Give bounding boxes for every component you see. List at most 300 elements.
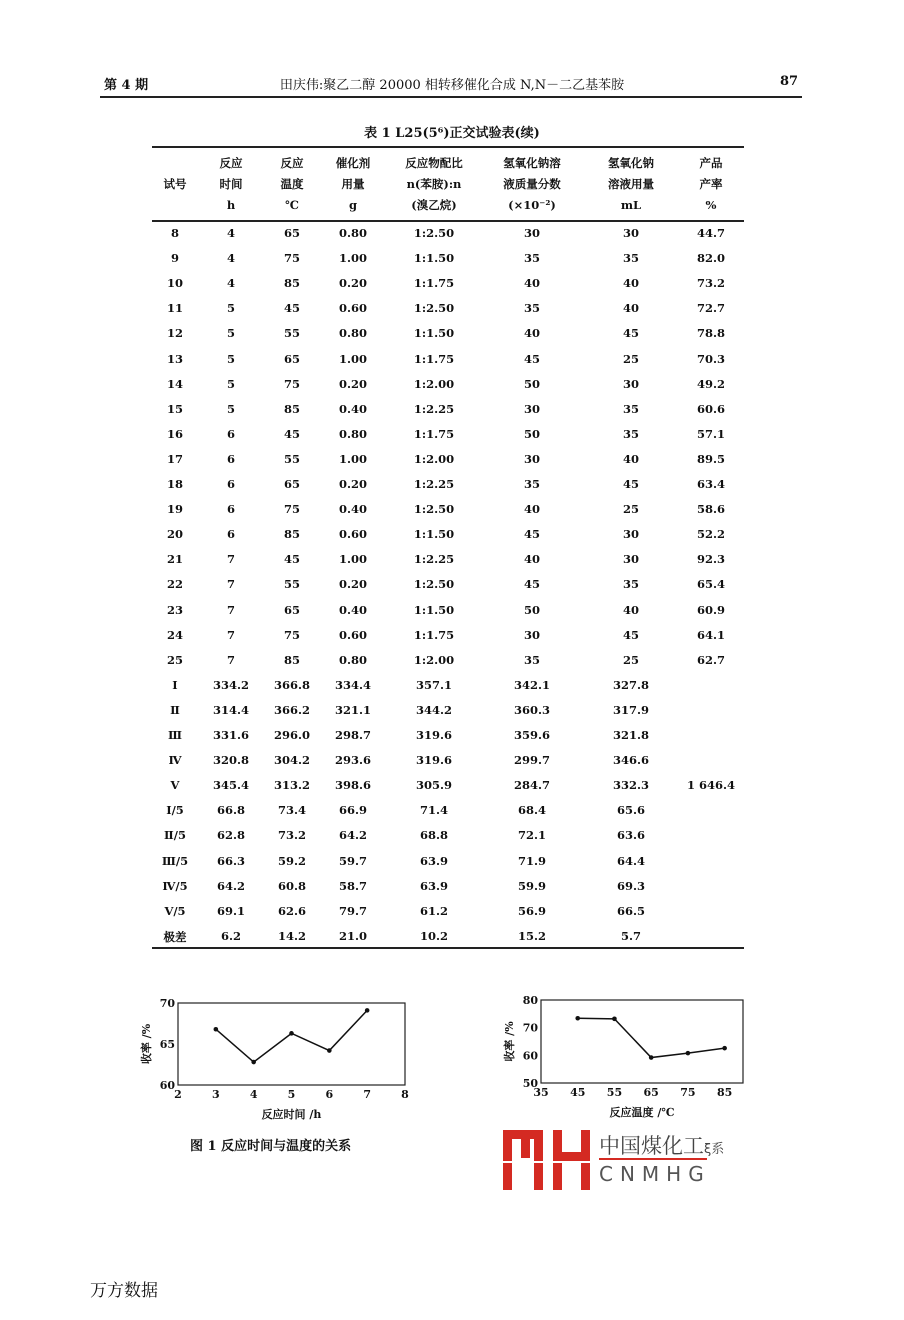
table-cell: 321.1 — [334, 702, 372, 717]
column-header: 氢氧化钠溶 — [503, 156, 561, 170]
table-cell: 1.00 — [338, 351, 368, 366]
column-header: 产品 — [699, 156, 723, 170]
table-cell: 35 — [523, 251, 541, 266]
table-cell: 75 — [283, 251, 301, 266]
table-cell: 66.3 — [216, 853, 246, 868]
column-header: 溶液用量 — [608, 177, 654, 191]
table-cell: 40 — [523, 502, 541, 517]
data-point — [686, 1051, 691, 1056]
table-cell: 0.60 — [338, 627, 368, 642]
table-cell: 5 — [226, 376, 236, 391]
table-cell: 366.8 — [273, 677, 311, 692]
column-header: 催化剂 — [335, 156, 371, 170]
table-cell: 313.2 — [273, 778, 311, 793]
x-tick-label: 3 — [212, 1088, 220, 1101]
table-cell: 30 — [622, 527, 640, 542]
table-cell: 82.0 — [696, 251, 726, 266]
table-cell: 18 — [166, 477, 184, 491]
table-cell: 320.8 — [212, 753, 250, 768]
x-axis-label: 反应时间 /h — [261, 1108, 322, 1121]
table-cell: 62.8 — [216, 828, 246, 843]
table-cell: 64.4 — [616, 853, 646, 868]
table-cell: 65 — [283, 226, 301, 240]
x-tick-label: 6 — [325, 1088, 334, 1101]
table-cell: 317.9 — [612, 702, 650, 717]
table-cell: 1:2.25 — [413, 401, 455, 416]
data-point — [365, 1008, 370, 1013]
table-cell: 69.3 — [616, 878, 646, 893]
table-cell: 345.4 — [212, 778, 250, 793]
y-tick-label: 60 — [159, 1079, 175, 1092]
table-cell: 0.40 — [338, 401, 368, 416]
table-cell: 40 — [622, 301, 640, 316]
table-cell: 64.1 — [696, 627, 726, 642]
column-header: 反应 — [280, 156, 304, 170]
table-cell: 327.8 — [612, 677, 650, 692]
table-cell: 55 — [283, 451, 301, 466]
table-cell: 66.5 — [616, 903, 646, 918]
table-cell: 50 — [523, 426, 541, 441]
table-cell: 299.7 — [513, 753, 551, 768]
issue-number: 第 4 期 — [104, 78, 149, 93]
table-cell: 0.40 — [338, 502, 368, 517]
x-tick-label: 8 — [401, 1088, 409, 1101]
table-cell: 30 — [523, 401, 541, 416]
table-cell: 4 — [226, 276, 236, 291]
table-cell: 40 — [523, 552, 541, 567]
table-cell: 5.7 — [620, 928, 642, 943]
figure-caption: 图 1 反应时间与温度的关系 — [190, 1139, 352, 1154]
table-cell: 0.20 — [338, 477, 368, 491]
table-cell: 92.3 — [696, 552, 726, 567]
x-tick-label: 7 — [363, 1088, 371, 1101]
table-cell: 55 — [283, 577, 301, 592]
column-header: 反应 — [219, 156, 243, 170]
table-cell: 6 — [226, 426, 236, 441]
watermark-suffix: ξ系 — [704, 1142, 725, 1157]
table-cell: 23 — [166, 602, 184, 617]
table-cell: 45 — [622, 477, 640, 491]
series-line — [216, 1010, 367, 1062]
table-cell: 6 — [226, 527, 236, 542]
table-cell: 319.6 — [415, 753, 453, 768]
table-cell: 64.2 — [216, 878, 246, 893]
table-cell: 60.9 — [696, 602, 726, 617]
column-header: (溴乙烷) — [411, 198, 457, 212]
table-cell: 63.4 — [696, 477, 726, 491]
table-cell: 60.8 — [277, 878, 307, 893]
table-cell: 45 — [622, 326, 640, 341]
x-axis-label: 反应温度 /℃ — [609, 1106, 675, 1119]
table-cell: 1:2.50 — [413, 301, 455, 316]
footer-source: 万方数据 — [90, 1281, 158, 1301]
table-cell: 293.6 — [334, 753, 372, 768]
table-cell: 346.6 — [612, 753, 650, 768]
table-cell: 44.7 — [696, 226, 726, 240]
table-cell: 1:1.50 — [413, 326, 455, 341]
table-cell: 332.3 — [612, 778, 650, 793]
y-tick-label: 70 — [159, 997, 175, 1010]
table-cell: 1:2.50 — [413, 502, 455, 517]
table-cell: 35 — [622, 577, 640, 592]
table-cell: Ⅱ/5 — [164, 828, 186, 843]
table-cell: 1:1.75 — [413, 351, 455, 366]
table-cell: 1:1.75 — [413, 426, 455, 441]
table-cell: 0.20 — [338, 376, 368, 391]
watermark-en: CNMHG — [599, 1162, 711, 1186]
table-cell: 40 — [523, 326, 541, 341]
data-point — [612, 1017, 617, 1022]
running-title: 田庆伟:聚乙二醇 20000 相转移催化合成 N,N－二乙基苯胺 — [279, 78, 625, 93]
table-cell: 0.80 — [338, 226, 368, 240]
table-cell: 75 — [283, 627, 301, 642]
table-cell: 0.80 — [338, 652, 368, 667]
table-cell: 11 — [166, 301, 184, 316]
table-cell: 17 — [166, 451, 184, 466]
table-cell: 63.9 — [419, 853, 449, 868]
table-cell: 5 — [226, 351, 236, 366]
cnmhg-logo-icon — [503, 1130, 593, 1190]
table-cell: 59.9 — [517, 878, 547, 893]
table-cell: 344.2 — [415, 702, 453, 717]
table-cell: Ⅴ/5 — [164, 903, 186, 918]
table-cell: 16 — [166, 426, 184, 441]
table-cell: 78.8 — [696, 326, 726, 341]
table-cell: 321.8 — [612, 728, 650, 742]
x-tick-label: 5 — [287, 1088, 296, 1101]
plot-frame — [178, 1003, 405, 1085]
table-cell: 50 — [523, 376, 541, 391]
table-cell: 85 — [283, 527, 301, 542]
table-cell: 10.2 — [419, 928, 449, 943]
page-number: 87 — [780, 74, 799, 89]
table-cell: 75 — [283, 376, 301, 391]
table-cell: 65 — [283, 477, 301, 491]
data-point — [649, 1055, 654, 1060]
table-cell: 35 — [622, 426, 640, 441]
column-header: h — [226, 198, 236, 212]
data-point — [214, 1027, 219, 1032]
table-cell: 40 — [523, 276, 541, 291]
table-cell: 1:2.00 — [413, 451, 455, 466]
table-cell: 73.2 — [696, 276, 726, 291]
table-cell: 21.0 — [338, 928, 368, 943]
y-axis-label: 收率 /% — [503, 1021, 516, 1062]
table-cell: 334.4 — [334, 677, 372, 692]
table-cell: 52.2 — [696, 527, 726, 542]
table-cell: Ⅱ — [170, 702, 180, 717]
column-header: 氢氧化钠 — [608, 156, 654, 170]
table-cell: 85 — [283, 652, 301, 667]
table-cell: 85 — [283, 401, 301, 416]
table-cell: 73.4 — [277, 803, 307, 818]
table-cell: 45 — [523, 527, 541, 542]
table-cell: 66.9 — [338, 803, 368, 818]
x-tick-label: 85 — [716, 1086, 733, 1099]
table-bottom-rule — [152, 947, 744, 949]
y-tick-label: 60 — [522, 1049, 538, 1063]
table-cell: 25 — [622, 351, 640, 366]
y-tick-label: 80 — [522, 994, 538, 1007]
table-cell: 4 — [226, 251, 236, 266]
table-cell: 59.2 — [277, 853, 307, 868]
table-cell: 359.6 — [513, 728, 551, 742]
table-cell: 58.6 — [696, 502, 726, 517]
x-tick-label: 65 — [643, 1086, 659, 1099]
table-cell: 45 — [523, 577, 541, 592]
table-cell: 15 — [166, 401, 184, 416]
x-tick-label: 4 — [249, 1088, 258, 1101]
column-header: ℃ — [285, 198, 299, 212]
table-cell: 69.1 — [216, 903, 246, 918]
table-cell: 58.7 — [338, 878, 368, 893]
table-cell: 45 — [283, 552, 301, 567]
data-point — [327, 1048, 332, 1053]
x-tick-label: 55 — [606, 1086, 623, 1099]
table-cell: 342.1 — [513, 677, 551, 692]
table-cell: 4 — [226, 226, 236, 240]
table-cell: 60.6 — [696, 401, 726, 416]
table-cell: 7 — [226, 552, 236, 567]
column-header: 反应物配比 — [405, 156, 463, 170]
table-cell: 30 — [622, 552, 640, 567]
table-cell: 14 — [166, 376, 184, 391]
y-tick-label: 50 — [522, 1077, 538, 1090]
table-cell: 40 — [622, 602, 640, 617]
table-cell: 55 — [283, 326, 301, 341]
x-tick-label: 45 — [570, 1086, 586, 1099]
table-cell: 65 — [283, 351, 301, 366]
table-cell: 314.4 — [212, 702, 250, 717]
header-rule — [100, 96, 802, 98]
table-cell: 5 — [226, 401, 236, 416]
column-header: % — [705, 198, 717, 212]
table-cell: 56.9 — [517, 903, 547, 918]
table-cell: Ⅴ — [170, 778, 180, 793]
table-cell: 1:2.50 — [413, 577, 455, 592]
table-cell: 1:2.25 — [413, 477, 455, 491]
table-cell: 30 — [622, 376, 640, 391]
table-cell: 66.8 — [216, 803, 246, 818]
table-cell: 70.3 — [696, 351, 726, 366]
table-cell: 65 — [283, 602, 301, 617]
table-cell: 65.6 — [616, 803, 646, 818]
table-cell: 45 — [283, 426, 301, 441]
table-cell: 1:1.50 — [413, 527, 455, 542]
table-cell: 1:2.00 — [413, 376, 455, 391]
table-cell: 21 — [166, 552, 184, 567]
table-cell: 304.2 — [273, 753, 311, 768]
time-yield-chart — [130, 990, 430, 1130]
x-tick-label: 75 — [680, 1086, 696, 1099]
plot-frame — [541, 1000, 743, 1083]
watermark-cn: 中国煤化工 — [599, 1134, 704, 1158]
table-cell: 25 — [622, 502, 640, 517]
table-cell: 22 — [166, 577, 184, 592]
table-cell: 1:1.75 — [413, 276, 455, 291]
table-cell: 0.20 — [338, 276, 368, 291]
table-cell: 50 — [523, 602, 541, 617]
column-header: 时间 — [219, 177, 243, 191]
data-point — [575, 1016, 580, 1021]
table-cell: 25 — [166, 652, 184, 667]
table-header-rule — [152, 220, 744, 222]
table-cell: 1:2.50 — [413, 226, 455, 240]
table-cell: 75 — [283, 502, 301, 517]
y-axis-label: 收率 /% — [140, 1023, 153, 1065]
table-cell: 284.7 — [513, 778, 551, 793]
data-point — [251, 1060, 256, 1065]
x-tick-label: 2 — [174, 1088, 182, 1101]
table-cell: 398.6 — [334, 778, 372, 793]
table-cell: 1.00 — [338, 552, 368, 567]
table-cell: 14.2 — [277, 928, 307, 943]
table-cell: 30 — [523, 627, 541, 642]
table-cell: 5 — [226, 301, 236, 316]
watermark-divider — [599, 1158, 707, 1160]
table-cell: 9 — [170, 251, 180, 266]
table-cell: Ⅲ/5 — [161, 853, 189, 868]
table-cell: 89.5 — [696, 451, 726, 466]
x-tick-label: 35 — [533, 1086, 549, 1099]
table-cell: Ⅳ/5 — [162, 878, 188, 893]
table-cell: 1 646.4 — [686, 778, 736, 793]
table-cell: 0.20 — [338, 577, 368, 592]
table-cell: 0.60 — [338, 301, 368, 316]
table-cell: 71.9 — [517, 853, 547, 868]
table-cell: Ⅳ — [168, 753, 182, 768]
table-cell: Ⅲ — [167, 728, 183, 742]
table-cell: 62.6 — [277, 903, 307, 918]
table-cell: 10 — [166, 276, 184, 291]
table-cell: 6 — [226, 451, 236, 466]
table-cell: 331.6 — [212, 728, 250, 742]
table-cell: 7 — [226, 652, 236, 667]
table-cell: 19 — [166, 502, 184, 517]
table-cell: 35 — [523, 652, 541, 667]
table-cell: 334.2 — [212, 677, 250, 692]
table-cell: 7 — [226, 602, 236, 617]
table-cell: 366.2 — [273, 702, 311, 717]
table-cell: 1.00 — [338, 451, 368, 466]
table-cell: 13 — [166, 351, 184, 366]
table-cell: 6 — [226, 502, 236, 517]
table-cell: 59.7 — [338, 853, 368, 868]
table-cell: 25 — [622, 652, 640, 667]
table-cell: 30 — [523, 226, 541, 240]
table-cell: 305.9 — [415, 778, 453, 793]
table-cell: Ⅰ — [172, 677, 178, 692]
table-cell: 7 — [226, 627, 236, 642]
column-header: g — [348, 198, 358, 212]
table-cell: 12 — [166, 326, 184, 341]
table-cell: 40 — [622, 276, 640, 291]
table-cell: 63.6 — [616, 828, 646, 843]
table-caption: 表 1 L25(5⁶)正交试验表(续) — [364, 126, 540, 141]
table-cell: 357.1 — [415, 677, 453, 692]
series-line — [578, 1018, 725, 1057]
column-header: 产率 — [699, 177, 723, 191]
table-cell: 45 — [523, 351, 541, 366]
table-cell: Ⅰ/5 — [166, 803, 184, 818]
table-cell: 35 — [523, 477, 541, 491]
table-cell: 360.3 — [513, 702, 551, 717]
column-header: (×10⁻²) — [508, 198, 556, 212]
table-cell: 1:2.00 — [413, 652, 455, 667]
table-cell: 0.80 — [338, 426, 368, 441]
table-cell: 6 — [226, 477, 236, 491]
column-header: mL — [620, 198, 642, 212]
table-cell: 35 — [622, 251, 640, 266]
table-cell: 1:1.50 — [413, 602, 455, 617]
table-cell: 20 — [166, 527, 184, 542]
column-header: 液质量分数 — [503, 177, 561, 191]
table-cell: 0.80 — [338, 326, 368, 341]
table-cell: 0.60 — [338, 527, 368, 542]
y-tick-label: 65 — [159, 1038, 175, 1051]
table-cell: 296.0 — [273, 728, 311, 742]
temperature-yield-chart — [490, 988, 770, 1128]
table-cell: 61.2 — [419, 903, 449, 918]
table-cell: 5 — [226, 326, 236, 341]
column-header: 试号 — [163, 177, 187, 191]
table-cell: 63.9 — [419, 878, 449, 893]
table-cell: 30 — [622, 226, 640, 240]
table-cell: 68.8 — [419, 828, 449, 843]
table-cell: 71.4 — [419, 803, 449, 818]
table-cell: 1:1.75 — [413, 627, 455, 642]
table-cell: 73.2 — [277, 828, 307, 843]
table-cell: 40 — [622, 451, 640, 466]
table-cell: 79.7 — [338, 903, 368, 918]
table-cell: 49.2 — [696, 376, 726, 391]
cnmhg-watermark — [503, 1130, 725, 1194]
data-point — [289, 1031, 294, 1036]
table-cell: 65.4 — [696, 577, 726, 592]
table-cell: 298.7 — [334, 728, 372, 742]
table-cell: 0.40 — [338, 602, 368, 617]
table-cell: 35 — [523, 301, 541, 316]
table-cell: 1:2.25 — [413, 552, 455, 567]
table-cell: 45 — [622, 627, 640, 642]
table-cell: 15.2 — [517, 928, 547, 943]
table-cell: 30 — [523, 451, 541, 466]
column-header: n(苯胺):n — [406, 177, 462, 191]
table-cell: 6.2 — [220, 928, 242, 943]
table-cell: 62.7 — [696, 652, 726, 667]
table-cell: 1:1.50 — [413, 251, 455, 266]
table-cell: 极差 — [163, 929, 187, 944]
table-cell: 45 — [283, 301, 301, 316]
data-point — [722, 1046, 727, 1051]
table-cell: 319.6 — [415, 728, 453, 742]
table-top-rule — [152, 146, 744, 148]
table-cell: 8 — [170, 226, 180, 240]
table-cell: 85 — [283, 276, 301, 291]
column-header: 用量 — [341, 177, 365, 191]
column-header: 温度 — [280, 177, 304, 191]
table-cell: 7 — [226, 577, 236, 592]
table-cell: 72.7 — [696, 301, 726, 316]
table-cell: 64.2 — [338, 828, 368, 843]
table-cell: 57.1 — [696, 426, 726, 441]
table-cell: 35 — [622, 401, 640, 416]
table-cell: 24 — [166, 627, 184, 642]
table-cell: 1.00 — [338, 251, 368, 266]
table-cell: 68.4 — [517, 803, 547, 818]
y-tick-label: 70 — [522, 1021, 538, 1035]
table-cell: 72.1 — [517, 828, 547, 843]
